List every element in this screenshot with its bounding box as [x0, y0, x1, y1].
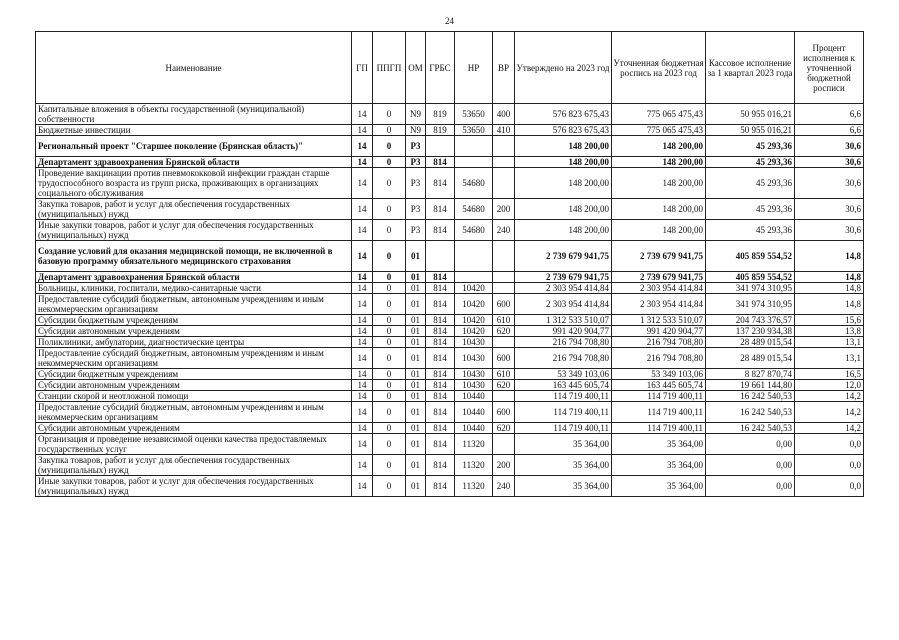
cell-gp: 14 [352, 136, 373, 157]
cell-approved: 114 719 400,11 [515, 423, 612, 434]
cell-gp: 14 [352, 125, 373, 136]
cell-approved: 148 200,00 [515, 157, 612, 168]
cell-percent: 6,6 [795, 104, 864, 125]
cell-vr [493, 241, 515, 272]
cell-approved: 216 794 708,80 [515, 337, 612, 348]
cell-vr: 620 [493, 326, 515, 337]
table-row [36, 476, 864, 497]
cell-cash: 28 489 015,54 [706, 337, 795, 348]
col-header-name: Наименование [36, 32, 352, 104]
cell-name: Департамент здравоохранения Брянской области [36, 272, 352, 283]
cell-ppgp: 0 [373, 272, 406, 283]
cell-grbs: 814 [426, 283, 455, 294]
cell-vr [493, 272, 515, 283]
cell-cash: 45 293,36 [706, 220, 795, 241]
cell-nr: 10440 [455, 391, 493, 402]
cell-refined: 148 200,00 [612, 199, 706, 220]
cell-om: P3 [406, 199, 426, 220]
cell-nr [455, 157, 493, 168]
cell-cash: 16 242 540,53 [706, 402, 795, 423]
col-header-percent: Процент исполнения к уточненной бюджетной росписи [795, 32, 864, 104]
cell-grbs: 819 [426, 104, 455, 125]
cell-om: P3 [406, 136, 426, 157]
cell-approved: 148 200,00 [515, 220, 612, 241]
cell-nr: 10430 [455, 380, 493, 391]
cell-approved: 35 364,00 [515, 434, 612, 455]
cell-ppgp: 0 [373, 337, 406, 348]
cell-cash: 45 293,36 [706, 199, 795, 220]
cell-om: 01 [406, 315, 426, 326]
cell-refined: 35 364,00 [612, 476, 706, 497]
cell-cash: 50 955 016,21 [706, 104, 795, 125]
cell-nr: 11320 [455, 476, 493, 497]
cell-name: Субсидии автономным учреждениям [36, 326, 352, 337]
cell-approved: 2 303 954 414,84 [515, 294, 612, 315]
budget-table [35, 31, 864, 497]
cell-name: Департамент здравоохранения Брянской области [36, 157, 352, 168]
cell-grbs: 814 [426, 337, 455, 348]
cell-name: Поликлиники, амбулатории, диагностические центры [36, 337, 352, 348]
cell-name: Капитальные вложения в объекты государственной (муниципальной) собственности [36, 104, 352, 125]
cell-percent: 13,8 [795, 326, 864, 337]
cell-approved: 2 739 679 941,75 [515, 272, 612, 283]
cell-ppgp: 0 [373, 168, 406, 199]
cell-refined: 216 794 708,80 [612, 337, 706, 348]
cell-name: Проведение вакцинации против пневмококковой инфекции граждан старше трудоспособного возраста из групп риска, проживающих в организациях социального обслуживания [36, 168, 352, 199]
cell-percent: 6,6 [795, 125, 864, 136]
cell-nr: 10430 [455, 369, 493, 380]
table-row [36, 337, 864, 348]
cell-name: Создание условий для оказания медицинской помощи, не включенной в базовую программу обязательного медицинского страхования [36, 241, 352, 272]
cell-grbs: 814 [426, 391, 455, 402]
cell-percent: 16,5 [795, 369, 864, 380]
cell-nr: 54680 [455, 220, 493, 241]
cell-om: 01 [406, 476, 426, 497]
cell-cash: 341 974 310,95 [706, 294, 795, 315]
cell-refined: 163 445 605,74 [612, 380, 706, 391]
cell-vr: 410 [493, 125, 515, 136]
cell-om: N9 [406, 104, 426, 125]
cell-gp: 14 [352, 434, 373, 455]
cell-gp: 14 [352, 402, 373, 423]
cell-cash: 16 242 540,53 [706, 391, 795, 402]
cell-om: 01 [406, 423, 426, 434]
cell-gp: 14 [352, 337, 373, 348]
cell-refined: 775 065 475,43 [612, 125, 706, 136]
cell-refined: 114 719 400,11 [612, 391, 706, 402]
cell-name: Субсидии автономным учреждениям [36, 423, 352, 434]
cell-gp: 14 [352, 283, 373, 294]
cell-vr: 620 [493, 380, 515, 391]
cell-approved: 35 364,00 [515, 455, 612, 476]
cell-name: Больницы, клиники, госпитали, медико-санитарные части [36, 283, 352, 294]
col-header-grbs: ГРБС [426, 32, 455, 104]
cell-grbs: 814 [426, 326, 455, 337]
cell-ppgp: 0 [373, 455, 406, 476]
cell-vr [493, 434, 515, 455]
cell-ppgp: 0 [373, 294, 406, 315]
cell-approved: 163 445 605,74 [515, 380, 612, 391]
cell-om: 01 [406, 369, 426, 380]
cell-percent: 30,6 [795, 199, 864, 220]
cell-percent: 15,6 [795, 315, 864, 326]
cell-vr: 610 [493, 369, 515, 380]
cell-om: 01 [406, 434, 426, 455]
cell-approved: 114 719 400,11 [515, 402, 612, 423]
cell-vr [493, 136, 515, 157]
cell-vr [493, 337, 515, 348]
cell-grbs: 814 [426, 294, 455, 315]
cell-vr: 620 [493, 423, 515, 434]
cell-approved: 1 312 533 510,07 [515, 315, 612, 326]
cell-om: P3 [406, 220, 426, 241]
cell-approved: 2 739 679 941,75 [515, 241, 612, 272]
cell-om: P3 [406, 157, 426, 168]
cell-gp: 14 [352, 423, 373, 434]
cell-ppgp: 0 [373, 157, 406, 168]
cell-gp: 14 [352, 476, 373, 497]
cell-percent: 14,2 [795, 391, 864, 402]
cell-approved: 576 823 675,43 [515, 125, 612, 136]
cell-name: Организация и проведение независимой оценки качества предоставляемых государственных услуг [36, 434, 352, 455]
table-row [36, 104, 864, 125]
cell-gp: 14 [352, 348, 373, 369]
cell-refined: 2 739 679 941,75 [612, 241, 706, 272]
cell-grbs: 819 [426, 125, 455, 136]
cell-ppgp: 0 [373, 199, 406, 220]
cell-approved: 2 303 954 414,84 [515, 283, 612, 294]
cell-cash: 19 661 144,80 [706, 380, 795, 391]
table-row [36, 283, 864, 294]
cell-gp: 14 [352, 220, 373, 241]
cell-approved: 148 200,00 [515, 168, 612, 199]
cell-refined: 148 200,00 [612, 220, 706, 241]
cell-vr [493, 283, 515, 294]
table-row [36, 199, 864, 220]
cell-om: N9 [406, 125, 426, 136]
table-row [36, 326, 864, 337]
cell-grbs: 814 [426, 455, 455, 476]
cell-cash: 8 827 870,74 [706, 369, 795, 380]
cell-refined: 2 303 954 414,84 [612, 294, 706, 315]
cell-gp: 14 [352, 455, 373, 476]
table-row [36, 434, 864, 455]
cell-nr [455, 136, 493, 157]
cell-grbs: 814 [426, 315, 455, 326]
cell-refined: 216 794 708,80 [612, 348, 706, 369]
table-header-row [36, 32, 864, 104]
col-header-cash: Кассовое исполнение за 1 квартал 2023 года [706, 32, 795, 104]
cell-ppgp: 0 [373, 104, 406, 125]
cell-gp: 14 [352, 369, 373, 380]
cell-percent: 30,6 [795, 157, 864, 168]
cell-name: Станции скорой и неотложной помощи [36, 391, 352, 402]
cell-nr: 11320 [455, 455, 493, 476]
cell-grbs: 814 [426, 434, 455, 455]
table-row [36, 455, 864, 476]
table-row [36, 391, 864, 402]
table-row [36, 220, 864, 241]
cell-vr: 240 [493, 220, 515, 241]
cell-refined: 114 719 400,11 [612, 402, 706, 423]
cell-refined: 53 349 103,06 [612, 369, 706, 380]
cell-name: Предоставление субсидий бюджетным, автономным учреждениям и иным некоммерческим организациям [36, 294, 352, 315]
cell-percent: 30,6 [795, 168, 864, 199]
col-header-om: ОМ [406, 32, 426, 104]
cell-refined: 148 200,00 [612, 136, 706, 157]
cell-ppgp: 0 [373, 423, 406, 434]
cell-refined: 148 200,00 [612, 157, 706, 168]
cell-cash: 45 293,36 [706, 157, 795, 168]
cell-ppgp: 0 [373, 434, 406, 455]
page-number: 24 [445, 16, 454, 26]
cell-nr: 10440 [455, 402, 493, 423]
cell-percent: 0,0 [795, 455, 864, 476]
cell-refined: 35 364,00 [612, 455, 706, 476]
cell-om: 01 [406, 391, 426, 402]
table-row [36, 272, 864, 283]
cell-ppgp: 0 [373, 136, 406, 157]
cell-nr: 53650 [455, 125, 493, 136]
cell-nr: 10440 [455, 423, 493, 434]
cell-name: Иные закупки товаров, работ и услуг для обеспечения государственных (муниципальных) нужд [36, 476, 352, 497]
cell-name: Бюджетные инвестиции [36, 125, 352, 136]
cell-ppgp: 0 [373, 402, 406, 423]
cell-ppgp: 0 [373, 380, 406, 391]
cell-cash: 137 230 934,38 [706, 326, 795, 337]
cell-cash: 405 859 554,52 [706, 241, 795, 272]
cell-grbs: 814 [426, 199, 455, 220]
cell-nr: 10420 [455, 283, 493, 294]
cell-nr [455, 241, 493, 272]
cell-cash: 405 859 554,52 [706, 272, 795, 283]
table-row [36, 136, 864, 157]
cell-nr: 10430 [455, 348, 493, 369]
cell-ppgp: 0 [373, 369, 406, 380]
cell-gp: 14 [352, 168, 373, 199]
cell-cash: 45 293,36 [706, 136, 795, 157]
cell-om: 01 [406, 402, 426, 423]
cell-percent: 12,0 [795, 380, 864, 391]
table-row [36, 157, 864, 168]
cell-vr: 240 [493, 476, 515, 497]
cell-ppgp: 0 [373, 241, 406, 272]
cell-cash: 50 955 016,21 [706, 125, 795, 136]
cell-grbs: 814 [426, 402, 455, 423]
cell-nr: 10420 [455, 294, 493, 315]
cell-refined: 991 420 904,77 [612, 326, 706, 337]
cell-grbs: 814 [426, 369, 455, 380]
cell-vr: 400 [493, 104, 515, 125]
cell-refined: 1 312 533 510,07 [612, 315, 706, 326]
cell-vr: 200 [493, 455, 515, 476]
cell-nr: 54680 [455, 168, 493, 199]
cell-grbs: 814 [426, 380, 455, 391]
cell-cash: 0,00 [706, 455, 795, 476]
cell-grbs [426, 136, 455, 157]
cell-nr: 54680 [455, 199, 493, 220]
cell-ppgp: 0 [373, 348, 406, 369]
cell-approved: 114 719 400,11 [515, 391, 612, 402]
table-row [36, 423, 864, 434]
cell-nr: 10430 [455, 337, 493, 348]
cell-percent: 14,8 [795, 294, 864, 315]
col-header-ppgp: ППГП [373, 32, 406, 104]
cell-om: 01 [406, 455, 426, 476]
table-row [36, 380, 864, 391]
cell-ppgp: 0 [373, 125, 406, 136]
cell-gp: 14 [352, 315, 373, 326]
cell-vr [493, 168, 515, 199]
cell-nr [455, 272, 493, 283]
cell-grbs: 814 [426, 423, 455, 434]
cell-name: Иные закупки товаров, работ и услуг для обеспечения государственных (муниципальных) нужд [36, 220, 352, 241]
col-header-gp: ГП [352, 32, 373, 104]
cell-gp: 14 [352, 294, 373, 315]
cell-percent: 30,6 [795, 136, 864, 157]
table-row [36, 348, 864, 369]
col-header-approved: Утверждено на 2023 год [515, 32, 612, 104]
cell-name: Закупка товаров, работ и услуг для обеспечения государственных (муниципальных) нужд [36, 455, 352, 476]
cell-vr: 200 [493, 199, 515, 220]
cell-approved: 216 794 708,80 [515, 348, 612, 369]
cell-om: 01 [406, 294, 426, 315]
col-header-vr: ВР [493, 32, 515, 104]
cell-grbs: 814 [426, 168, 455, 199]
cell-grbs: 814 [426, 476, 455, 497]
cell-cash: 204 743 376,57 [706, 315, 795, 326]
cell-grbs: 814 [426, 272, 455, 283]
cell-cash: 341 974 310,95 [706, 283, 795, 294]
cell-cash: 28 489 015,54 [706, 348, 795, 369]
cell-refined: 775 065 475,43 [612, 104, 706, 125]
cell-percent: 13,1 [795, 348, 864, 369]
cell-ppgp: 0 [373, 391, 406, 402]
col-header-refined: Уточненная бюджетная роспись на 2023 год [612, 32, 706, 104]
cell-name: Предоставление субсидий бюджетным, автономным учреждениям и иным некоммерческим организациям [36, 348, 352, 369]
cell-gp: 14 [352, 391, 373, 402]
cell-percent: 13,1 [795, 337, 864, 348]
cell-percent: 30,6 [795, 220, 864, 241]
cell-approved: 148 200,00 [515, 136, 612, 157]
table-row [36, 168, 864, 199]
cell-om: 01 [406, 272, 426, 283]
cell-ppgp: 0 [373, 315, 406, 326]
table-row [36, 294, 864, 315]
cell-om: P3 [406, 168, 426, 199]
cell-nr: 10420 [455, 326, 493, 337]
cell-ppgp: 0 [373, 326, 406, 337]
table-row [36, 241, 864, 272]
cell-nr: 10420 [455, 315, 493, 326]
cell-gp: 14 [352, 326, 373, 337]
cell-vr: 600 [493, 348, 515, 369]
cell-percent: 14,2 [795, 423, 864, 434]
cell-name: Региональный проект "Старшее поколение (Брянская область)" [36, 136, 352, 157]
cell-approved: 35 364,00 [515, 476, 612, 497]
table-row [36, 402, 864, 423]
cell-om: 01 [406, 337, 426, 348]
cell-approved: 991 420 904,77 [515, 326, 612, 337]
table-row [36, 315, 864, 326]
cell-cash: 0,00 [706, 434, 795, 455]
cell-gp: 14 [352, 199, 373, 220]
table-row [36, 125, 864, 136]
cell-gp: 14 [352, 380, 373, 391]
cell-gp: 14 [352, 272, 373, 283]
cell-om: 01 [406, 326, 426, 337]
cell-ppgp: 0 [373, 476, 406, 497]
cell-percent: 14,8 [795, 272, 864, 283]
cell-nr: 53650 [455, 104, 493, 125]
cell-percent: 14,2 [795, 402, 864, 423]
cell-name: Субсидии бюджетным учреждениям [36, 315, 352, 326]
cell-percent: 0,0 [795, 476, 864, 497]
cell-refined: 35 364,00 [612, 434, 706, 455]
cell-nr: 11320 [455, 434, 493, 455]
col-header-nr: НР [455, 32, 493, 104]
cell-om: 01 [406, 380, 426, 391]
cell-vr [493, 157, 515, 168]
cell-ppgp: 0 [373, 220, 406, 241]
cell-grbs: 814 [426, 157, 455, 168]
cell-vr: 600 [493, 294, 515, 315]
cell-gp: 14 [352, 241, 373, 272]
cell-name: Субсидии бюджетным учреждениям [36, 369, 352, 380]
cell-vr: 600 [493, 402, 515, 423]
cell-name: Закупка товаров, работ и услуг для обеспечения государственных (муниципальных) нужд [36, 199, 352, 220]
cell-cash: 0,00 [706, 476, 795, 497]
cell-cash: 16 242 540,53 [706, 423, 795, 434]
cell-cash: 45 293,36 [706, 168, 795, 199]
cell-om: 01 [406, 283, 426, 294]
cell-om: 01 [406, 348, 426, 369]
cell-refined: 148 200,00 [612, 168, 706, 199]
cell-grbs [426, 241, 455, 272]
cell-vr: 610 [493, 315, 515, 326]
cell-refined: 2 303 954 414,84 [612, 283, 706, 294]
cell-refined: 114 719 400,11 [612, 423, 706, 434]
cell-name: Предоставление субсидий бюджетным, автономным учреждениям и иным некоммерческим организациям [36, 402, 352, 423]
cell-grbs: 814 [426, 348, 455, 369]
cell-gp: 14 [352, 104, 373, 125]
cell-name: Субсидии автономным учреждениям [36, 380, 352, 391]
table-row [36, 369, 864, 380]
cell-gp: 14 [352, 157, 373, 168]
cell-om: 01 [406, 241, 426, 272]
cell-percent: 14,8 [795, 283, 864, 294]
cell-refined: 2 739 679 941,75 [612, 272, 706, 283]
cell-percent: 14,8 [795, 241, 864, 272]
cell-approved: 576 823 675,43 [515, 104, 612, 125]
cell-approved: 148 200,00 [515, 199, 612, 220]
cell-ppgp: 0 [373, 283, 406, 294]
cell-approved: 53 349 103,06 [515, 369, 612, 380]
cell-vr [493, 391, 515, 402]
cell-percent: 0,0 [795, 434, 864, 455]
cell-grbs: 814 [426, 220, 455, 241]
